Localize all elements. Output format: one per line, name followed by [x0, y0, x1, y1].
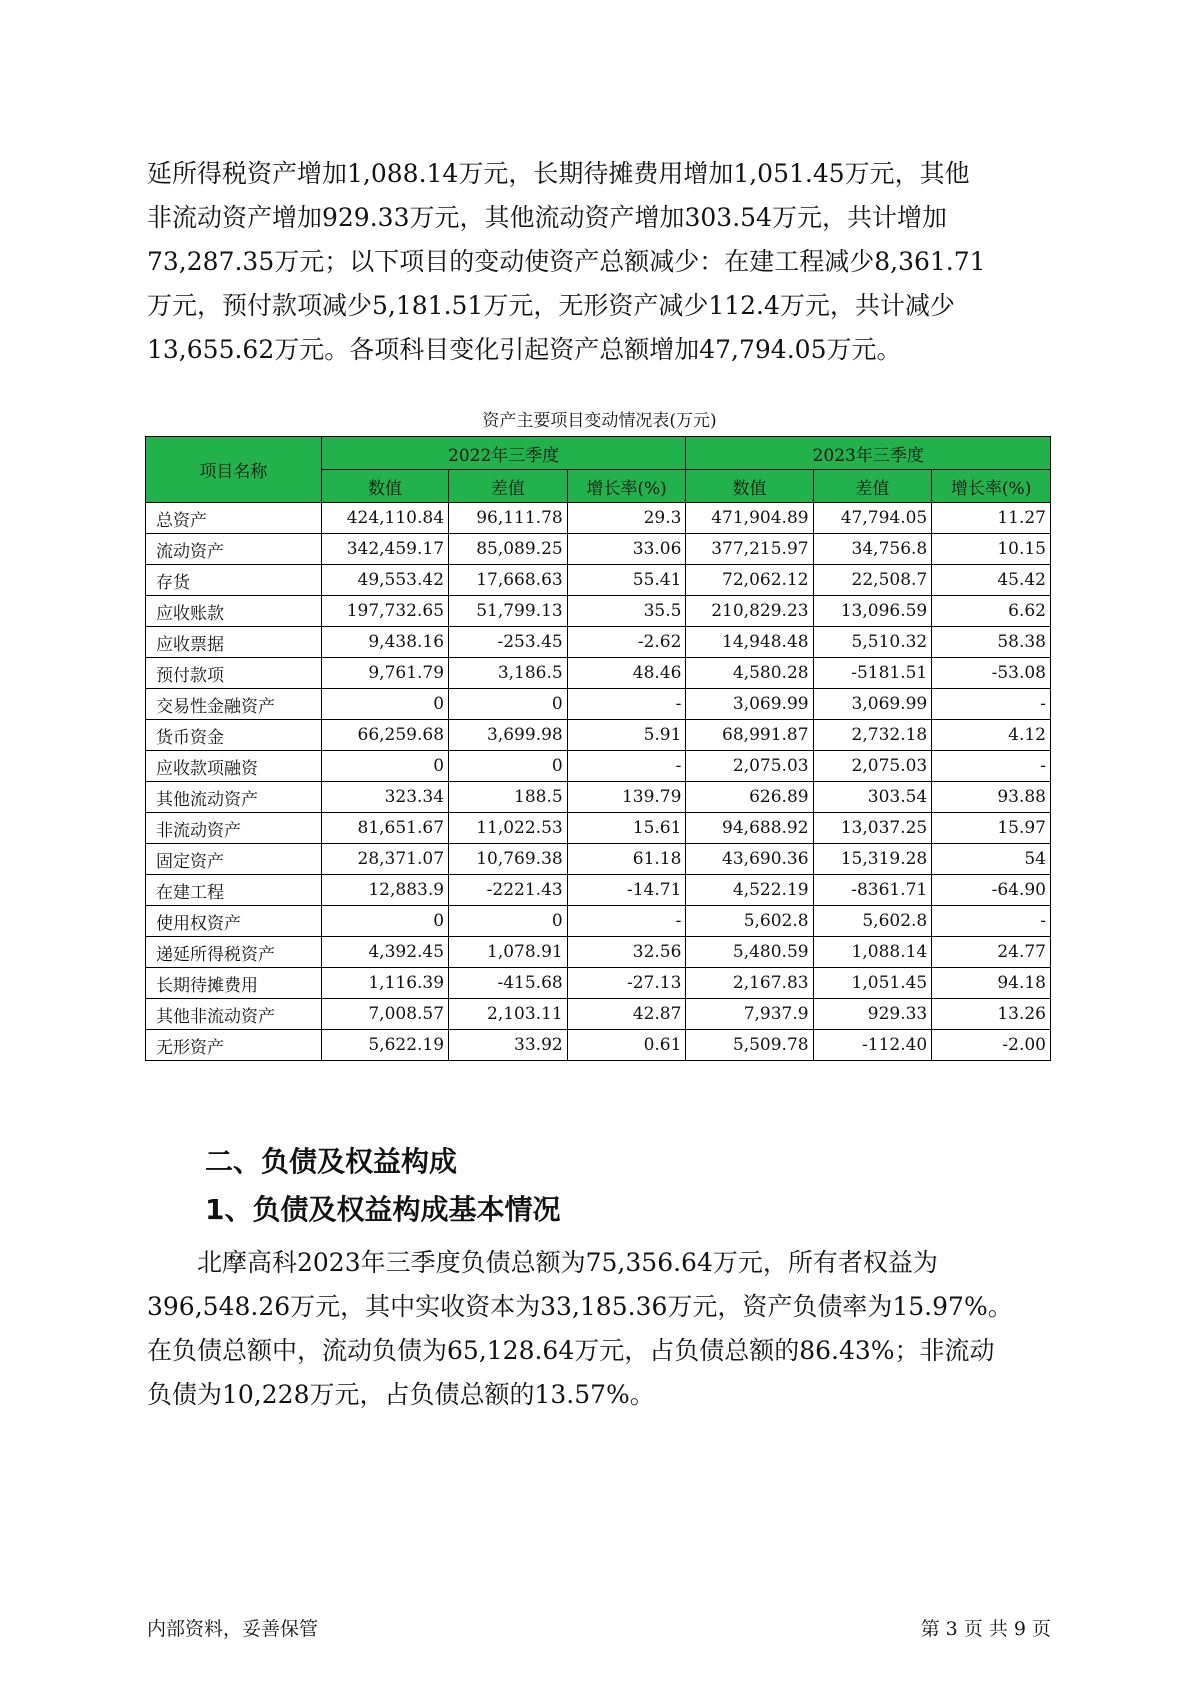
row-value-cell: 0.61 [567, 1030, 686, 1061]
row-value-cell: 7,008.57 [321, 999, 448, 1030]
row-value-cell: 85,089.25 [449, 534, 568, 565]
table-row [146, 596, 1051, 627]
row-item-name: 总资产 [146, 503, 322, 534]
row-item-name: 流动资产 [146, 534, 322, 565]
row-value-cell: 3,186.5 [449, 658, 568, 689]
table-row [146, 751, 1051, 782]
row-value-cell: 33.06 [567, 534, 686, 565]
table-row [146, 782, 1051, 813]
table-row [146, 658, 1051, 689]
row-item-name: 长期待摊费用 [146, 968, 322, 999]
row-value-cell: 303.54 [813, 782, 932, 813]
row-value-cell: -2.00 [932, 1030, 1051, 1061]
row-value-cell: 22,508.7 [813, 565, 932, 596]
row-value-cell: -415.68 [449, 968, 568, 999]
table-row [146, 1030, 1051, 1061]
row-value-cell: 2,732.18 [813, 720, 932, 751]
row-value-cell: 51,799.13 [449, 596, 568, 627]
intro-line: 13,655.62万元。各项科目变化引起资产总额增加47,794.05万元。 [147, 335, 902, 364]
period-2022-header: 2022年三季度 [321, 437, 686, 470]
liability-line: 396,548.26万元，其中实收资本为33,185.36万元，资产负债率为15.97%。 [147, 1292, 1013, 1321]
row-value-cell: 4.12 [932, 720, 1051, 751]
row-value-cell: 3,699.98 [449, 720, 568, 751]
row-value-cell: 4,580.28 [686, 658, 813, 689]
row-value-cell: 5,509.78 [686, 1030, 813, 1061]
row-value-cell: 42.87 [567, 999, 686, 1030]
row-value-cell: 5,510.32 [813, 627, 932, 658]
row-item-name: 应收账款 [146, 596, 322, 627]
row-value-cell: 9,438.16 [321, 627, 448, 658]
table-row [146, 937, 1051, 968]
row-value-cell: 0 [321, 751, 448, 782]
row-value-cell: 2,167.83 [686, 968, 813, 999]
row-item-name: 使用权资产 [146, 906, 322, 937]
table-row [146, 565, 1051, 596]
row-value-cell: 15,319.28 [813, 844, 932, 875]
row-value-cell: 210,829.23 [686, 596, 813, 627]
row-value-cell: 35.5 [567, 596, 686, 627]
row-value-cell: 68,991.87 [686, 720, 813, 751]
row-value-cell: 0 [321, 906, 448, 937]
row-value-cell: 139.79 [567, 782, 686, 813]
row-item-name: 无形资产 [146, 1030, 322, 1061]
row-value-cell: 54 [932, 844, 1051, 875]
row-value-cell: 197,732.65 [321, 596, 448, 627]
row-value-cell: 188.5 [449, 782, 568, 813]
row-value-cell: 72,062.12 [686, 565, 813, 596]
row-value-cell: 13,037.25 [813, 813, 932, 844]
row-value-cell: 43,690.36 [686, 844, 813, 875]
row-value-cell: 377,215.97 [686, 534, 813, 565]
row-item-name: 应收票据 [146, 627, 322, 658]
row-value-cell: 929.33 [813, 999, 932, 1030]
diff-header: 差值 [813, 470, 932, 503]
row-value-cell: 13.26 [932, 999, 1051, 1030]
row-value-cell: -27.13 [567, 968, 686, 999]
row-item-name: 在建工程 [146, 875, 322, 906]
table-row [146, 999, 1051, 1030]
row-value-cell: 5.91 [567, 720, 686, 751]
row-value-cell: 28,371.07 [321, 844, 448, 875]
row-value-cell: 4,522.19 [686, 875, 813, 906]
row-value-cell: 2,075.03 [813, 751, 932, 782]
growth-header: 增长率(%) [932, 470, 1051, 503]
row-value-cell: 94,688.92 [686, 813, 813, 844]
row-value-cell: -14.71 [567, 875, 686, 906]
row-value-cell: 49,553.42 [321, 565, 448, 596]
row-item-name: 其他非流动资产 [146, 999, 322, 1030]
row-value-cell: 17,668.63 [449, 565, 568, 596]
row-item-name: 其他流动资产 [146, 782, 322, 813]
liability-line: 在负债总额中，流动负债为65,128.64万元，占负债总额的86.43%；非流动 [147, 1336, 995, 1365]
liability-line: 负债为10,228万元，占负债总额的13.57%。 [147, 1380, 655, 1409]
section-heading: 二、负债及权益构成 [205, 1145, 458, 1178]
table-row [146, 503, 1051, 534]
row-item-name: 货币资金 [146, 720, 322, 751]
row-value-cell: 626.89 [686, 782, 813, 813]
table-row [146, 627, 1051, 658]
row-value-cell: 0 [449, 906, 568, 937]
footer-page-number: 第 3 页 共 9 页 [920, 1618, 1051, 1640]
subsection-heading: 1、负债及权益构成基本情况 [205, 1193, 561, 1226]
row-value-cell: 55.41 [567, 565, 686, 596]
row-value-cell: 7,937.9 [686, 999, 813, 1030]
row-value-cell: 0 [449, 751, 568, 782]
table-row [146, 968, 1051, 999]
row-value-cell: -253.45 [449, 627, 568, 658]
table-row [146, 720, 1051, 751]
row-value-cell: 5,480.59 [686, 937, 813, 968]
row-value-cell: 58.38 [932, 627, 1051, 658]
row-value-cell: 323.34 [321, 782, 448, 813]
table-caption: 资产主要项目变动情况表(万元) [482, 411, 717, 431]
row-value-cell: 29.3 [567, 503, 686, 534]
row-value-cell: -8361.71 [813, 875, 932, 906]
row-value-cell: -5181.51 [813, 658, 932, 689]
row-value-cell: 61.18 [567, 844, 686, 875]
row-item-name: 递延所得税资产 [146, 937, 322, 968]
row-value-cell: 1,078.91 [449, 937, 568, 968]
row-value-cell: -53.08 [932, 658, 1051, 689]
row-value-cell: 94.18 [932, 968, 1051, 999]
table-body [146, 503, 1051, 1061]
intro-line: 延所得税资产增加1,088.14万元，长期待摊费用增加1,051.45万元，其他 [147, 159, 970, 188]
row-value-cell: -2.62 [567, 627, 686, 658]
row-item-name: 存货 [146, 565, 322, 596]
liability-paragraph [147, 1241, 1052, 1417]
row-value-cell: 0 [449, 689, 568, 720]
row-value-cell: 0 [321, 689, 448, 720]
row-value-cell: 34,756.8 [813, 534, 932, 565]
row-value-cell: 48.46 [567, 658, 686, 689]
row-value-cell: 15.97 [932, 813, 1051, 844]
row-value-cell: 11,022.53 [449, 813, 568, 844]
intro-line: 非流动资产增加929.33万元，其他流动资产增加303.54万元，共计增加 [147, 203, 947, 232]
row-value-cell: 4,392.45 [321, 937, 448, 968]
row-value-cell: - [932, 689, 1051, 720]
row-value-cell: 32.56 [567, 937, 686, 968]
row-value-cell: 1,051.45 [813, 968, 932, 999]
row-value-cell: 471,904.89 [686, 503, 813, 534]
footer-confidential-note: 内部资料，妥善保管 [147, 1618, 319, 1640]
value-header: 数值 [686, 470, 813, 503]
row-item-name: 应收款项融资 [146, 751, 322, 782]
row-value-cell: 15.61 [567, 813, 686, 844]
row-value-cell: 3,069.99 [686, 689, 813, 720]
row-value-cell: 5,622.19 [321, 1030, 448, 1061]
row-value-cell: 1,088.14 [813, 937, 932, 968]
row-value-cell: 33.92 [449, 1030, 568, 1061]
row-value-cell: 13,096.59 [813, 596, 932, 627]
asset-change-table [145, 436, 1051, 1061]
row-value-cell: 96,111.78 [449, 503, 568, 534]
row-item-name: 预付款项 [146, 658, 322, 689]
row-value-cell: 3,069.99 [813, 689, 932, 720]
row-value-cell: 6.62 [932, 596, 1051, 627]
row-value-cell: 14,948.48 [686, 627, 813, 658]
row-value-cell: 5,602.8 [686, 906, 813, 937]
intro-line: 万元，预付款项减少5,181.51万元，无形资产减少112.4万元，共计减少 [147, 291, 955, 320]
table-row [146, 844, 1051, 875]
row-value-cell: 47,794.05 [813, 503, 932, 534]
row-value-cell: 424,110.84 [321, 503, 448, 534]
item-name-header: 项目名称 [146, 437, 322, 503]
row-value-cell: -64.90 [932, 875, 1051, 906]
row-value-cell: 2,075.03 [686, 751, 813, 782]
row-value-cell: 5,602.8 [813, 906, 932, 937]
row-value-cell: 24.77 [932, 937, 1051, 968]
row-value-cell: -112.40 [813, 1030, 932, 1061]
intro-line: 73,287.35万元；以下项目的变动使资产总额减少：在建工程减少8,361.71 [147, 247, 986, 276]
table-row [146, 906, 1051, 937]
period-2023-header: 2023年三季度 [686, 437, 1051, 470]
table-row [146, 875, 1051, 906]
row-value-cell: - [567, 751, 686, 782]
row-value-cell: 9,761.79 [321, 658, 448, 689]
liability-line: 北摩高科2023年三季度负债总额为75,356.64万元，所有者权益为 [197, 1248, 938, 1277]
row-value-cell: 1,116.39 [321, 968, 448, 999]
table-row [146, 689, 1051, 720]
table-row [146, 534, 1051, 565]
row-item-name: 交易性金融资产 [146, 689, 322, 720]
row-value-cell: 93.88 [932, 782, 1051, 813]
row-value-cell: 11.27 [932, 503, 1051, 534]
row-value-cell: - [932, 906, 1051, 937]
row-value-cell: 45.42 [932, 565, 1051, 596]
row-value-cell: 10,769.38 [449, 844, 568, 875]
growth-header: 增长率(%) [567, 470, 686, 503]
value-header: 数值 [321, 470, 448, 503]
row-value-cell: 10.15 [932, 534, 1051, 565]
row-value-cell: 81,651.67 [321, 813, 448, 844]
row-value-cell: 12,883.9 [321, 875, 448, 906]
row-item-name: 非流动资产 [146, 813, 322, 844]
diff-header: 差值 [449, 470, 568, 503]
row-value-cell: 342,459.17 [321, 534, 448, 565]
row-value-cell: 66,259.68 [321, 720, 448, 751]
intro-paragraph [147, 152, 1052, 372]
row-value-cell: - [567, 689, 686, 720]
row-item-name: 固定资产 [146, 844, 322, 875]
row-value-cell: -2221.43 [449, 875, 568, 906]
table-row [146, 813, 1051, 844]
row-value-cell: - [932, 751, 1051, 782]
row-value-cell: - [567, 906, 686, 937]
row-value-cell: 2,103.11 [449, 999, 568, 1030]
